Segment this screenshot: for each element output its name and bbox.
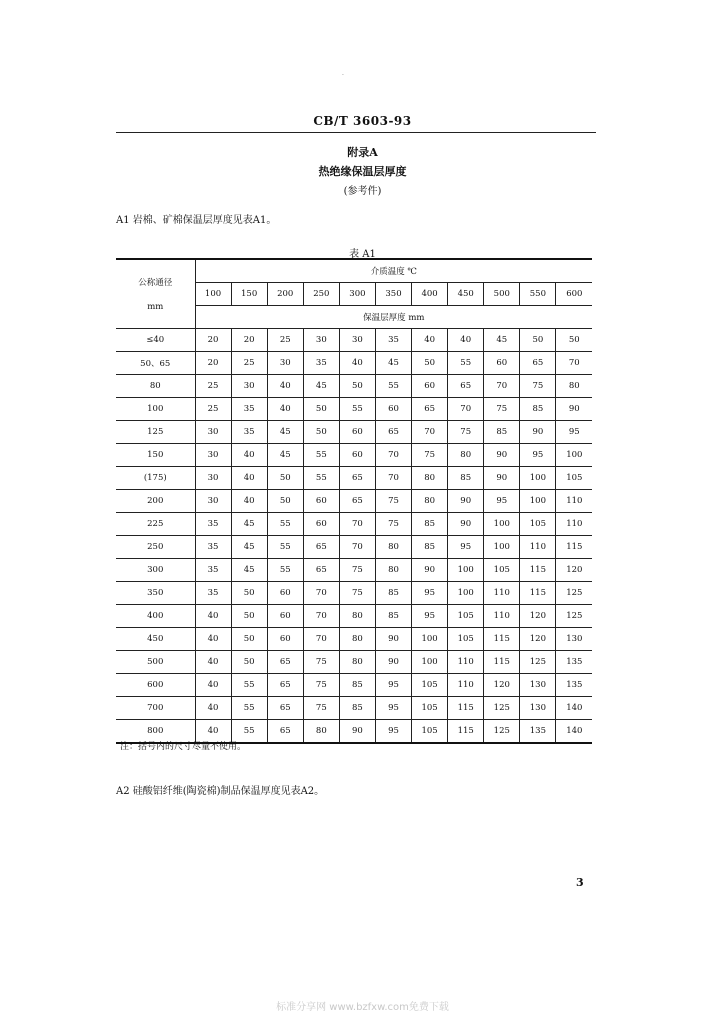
dn-cell: 350 bbox=[116, 582, 195, 605]
temperature-cell: 400 bbox=[412, 283, 448, 306]
temperature-header: 介质温度 ℃ bbox=[195, 259, 592, 283]
thickness-cell: 105 bbox=[448, 605, 484, 628]
thickness-cell: 55 bbox=[231, 720, 267, 744]
thickness-cell: 100 bbox=[484, 513, 520, 536]
thickness-cell: 115 bbox=[484, 628, 520, 651]
thickness-table bbox=[116, 258, 592, 744]
thickness-cell: 105 bbox=[520, 513, 556, 536]
thickness-cell: 65 bbox=[375, 421, 411, 444]
dn-cell: 250 bbox=[116, 536, 195, 559]
thickness-cell: 70 bbox=[339, 536, 375, 559]
thickness-cell: 80 bbox=[556, 375, 592, 398]
thickness-cell: 80 bbox=[375, 536, 411, 559]
table-row bbox=[116, 375, 592, 398]
thickness-cell: 50 bbox=[267, 490, 303, 513]
dn-cell: 700 bbox=[116, 697, 195, 720]
paragraph-a2: A2 硅酸铝纤维(陶瓷棉)制品保温厚度见表A2。 bbox=[116, 786, 325, 797]
thickness-cell: 65 bbox=[267, 720, 303, 744]
table-row bbox=[116, 513, 592, 536]
thickness-cell: 85 bbox=[484, 421, 520, 444]
dn-cell: 100 bbox=[116, 398, 195, 421]
thickness-cell: 85 bbox=[375, 582, 411, 605]
thickness-cell: 80 bbox=[339, 605, 375, 628]
thickness-cell: 45 bbox=[231, 536, 267, 559]
thickness-cell: 60 bbox=[303, 490, 339, 513]
thickness-cell: 125 bbox=[520, 651, 556, 674]
thickness-cell: 115 bbox=[448, 697, 484, 720]
thickness-cell: 110 bbox=[556, 490, 592, 513]
thickness-cell: 35 bbox=[195, 513, 231, 536]
thickness-cell: 45 bbox=[267, 421, 303, 444]
thickness-cell: 35 bbox=[375, 329, 411, 352]
watermark: 标准分享网 www.bzfxw.com免费下载 bbox=[276, 1002, 449, 1013]
thickness-cell: 75 bbox=[375, 513, 411, 536]
thickness-cell: 65 bbox=[267, 651, 303, 674]
thickness-cell: 50 bbox=[339, 375, 375, 398]
thickness-cell: 80 bbox=[375, 559, 411, 582]
thickness-cell: 95 bbox=[375, 720, 411, 744]
thickness-cell: 40 bbox=[195, 628, 231, 651]
thickness-cell: 40 bbox=[412, 329, 448, 352]
thickness-cell: 65 bbox=[448, 375, 484, 398]
thickness-cell: 55 bbox=[231, 697, 267, 720]
thickness-cell: 135 bbox=[556, 674, 592, 697]
table-header-row bbox=[116, 259, 592, 283]
table-row bbox=[116, 697, 592, 720]
thickness-cell: 55 bbox=[231, 674, 267, 697]
thickness-cell: 60 bbox=[339, 444, 375, 467]
appendix-subtitle: 热绝缘保温层厚度 bbox=[318, 165, 407, 178]
temperature-cell: 100 bbox=[195, 283, 231, 306]
thickness-cell: 35 bbox=[231, 398, 267, 421]
thickness-cell: 65 bbox=[267, 697, 303, 720]
thickness-cell: 100 bbox=[448, 582, 484, 605]
table-body bbox=[116, 329, 592, 744]
table-row bbox=[116, 467, 592, 490]
thickness-cell: 105 bbox=[484, 559, 520, 582]
thickness-cell: 75 bbox=[448, 421, 484, 444]
thickness-cell: 65 bbox=[520, 352, 556, 375]
thickness-cell: 85 bbox=[448, 467, 484, 490]
thickness-cell: 75 bbox=[520, 375, 556, 398]
thickness-cell: 60 bbox=[375, 398, 411, 421]
thickness-cell: 70 bbox=[303, 628, 339, 651]
thickness-cell: 85 bbox=[412, 513, 448, 536]
thickness-cell: 120 bbox=[520, 605, 556, 628]
header-rule bbox=[116, 132, 596, 133]
thickness-cell: 70 bbox=[484, 375, 520, 398]
thickness-cell: 100 bbox=[520, 467, 556, 490]
dn-cell: 800 bbox=[116, 720, 195, 744]
table-row bbox=[116, 352, 592, 375]
thickness-cell: 130 bbox=[520, 697, 556, 720]
thickness-cell: 60 bbox=[484, 352, 520, 375]
thickness-cell: 40 bbox=[231, 444, 267, 467]
thickness-cell: 40 bbox=[231, 467, 267, 490]
thickness-cell: 85 bbox=[375, 605, 411, 628]
thickness-cell: 30 bbox=[303, 329, 339, 352]
thickness-cell: 95 bbox=[448, 536, 484, 559]
thickness-cell: 95 bbox=[520, 444, 556, 467]
table-row bbox=[116, 559, 592, 582]
thickness-cell: 30 bbox=[195, 444, 231, 467]
dn-cell: 150 bbox=[116, 444, 195, 467]
thickness-cell: 70 bbox=[448, 398, 484, 421]
thickness-cell: 65 bbox=[267, 674, 303, 697]
thickness-cell: 45 bbox=[267, 444, 303, 467]
thickness-cell: 75 bbox=[484, 398, 520, 421]
thickness-cell: 55 bbox=[375, 375, 411, 398]
temperature-cell: 250 bbox=[303, 283, 339, 306]
temperature-cell: 300 bbox=[339, 283, 375, 306]
thickness-cell: 65 bbox=[339, 467, 375, 490]
thickness-cell: 90 bbox=[375, 651, 411, 674]
dn-cell: 200 bbox=[116, 490, 195, 513]
thickness-cell: 45 bbox=[484, 329, 520, 352]
thickness-cell: 60 bbox=[267, 628, 303, 651]
thickness-cell: 30 bbox=[231, 375, 267, 398]
thickness-cell: 100 bbox=[448, 559, 484, 582]
dn-cell: 500 bbox=[116, 651, 195, 674]
thickness-cell: 95 bbox=[412, 605, 448, 628]
thickness-cell: 60 bbox=[339, 421, 375, 444]
thickness-cell: 90 bbox=[448, 513, 484, 536]
scan-speck: · bbox=[342, 72, 344, 79]
thickness-cell: 40 bbox=[195, 720, 231, 744]
thickness-cell: 45 bbox=[303, 375, 339, 398]
thickness-cell: 65 bbox=[303, 559, 339, 582]
thickness-cell: 40 bbox=[195, 674, 231, 697]
thickness-cell: 115 bbox=[520, 559, 556, 582]
thickness-cell: 100 bbox=[484, 536, 520, 559]
thickness-cell: 70 bbox=[339, 513, 375, 536]
thickness-cell: 95 bbox=[375, 697, 411, 720]
dn-header-label: 公称通径 bbox=[138, 278, 173, 288]
thickness-cell: 40 bbox=[339, 352, 375, 375]
thickness-cell: 70 bbox=[303, 582, 339, 605]
dn-cell: 225 bbox=[116, 513, 195, 536]
thickness-cell: 125 bbox=[484, 720, 520, 744]
thickness-cell: 80 bbox=[303, 720, 339, 744]
thickness-cell: 130 bbox=[520, 674, 556, 697]
thickness-cell: 90 bbox=[520, 421, 556, 444]
thickness-cell: 115 bbox=[520, 582, 556, 605]
thickness-cell: 115 bbox=[556, 536, 592, 559]
thickness-cell: 105 bbox=[412, 674, 448, 697]
thickness-cell: 125 bbox=[556, 605, 592, 628]
thickness-cell: 45 bbox=[231, 513, 267, 536]
thickness-cell: 50 bbox=[303, 421, 339, 444]
thickness-cell: 50 bbox=[303, 398, 339, 421]
thickness-cell: 30 bbox=[195, 490, 231, 513]
thickness-cell: 100 bbox=[412, 651, 448, 674]
dn-cell: 600 bbox=[116, 674, 195, 697]
dn-unit-label: mm bbox=[147, 302, 164, 312]
thickness-cell: 50 bbox=[556, 329, 592, 352]
temperature-cell: 200 bbox=[267, 283, 303, 306]
thickness-cell: 140 bbox=[556, 697, 592, 720]
thickness-cell: 110 bbox=[556, 513, 592, 536]
thickness-cell: 70 bbox=[375, 467, 411, 490]
table-row bbox=[116, 605, 592, 628]
thickness-cell: 95 bbox=[484, 490, 520, 513]
dn-cell: 125 bbox=[116, 421, 195, 444]
thickness-cell: 100 bbox=[520, 490, 556, 513]
thickness-cell: 80 bbox=[412, 490, 448, 513]
thickness-cell: 40 bbox=[267, 375, 303, 398]
dn-cell: 80 bbox=[116, 375, 195, 398]
thickness-cell: 25 bbox=[267, 329, 303, 352]
thickness-cell: 50 bbox=[231, 628, 267, 651]
table-row bbox=[116, 582, 592, 605]
dn-cell: 300 bbox=[116, 559, 195, 582]
table-row bbox=[116, 651, 592, 674]
thickness-cell: 65 bbox=[339, 490, 375, 513]
thickness-cell: 140 bbox=[556, 720, 592, 744]
thickness-cell: 105 bbox=[412, 697, 448, 720]
thickness-cell: 20 bbox=[195, 329, 231, 352]
thickness-cell: 75 bbox=[412, 444, 448, 467]
dn-cell: ≤40 bbox=[116, 329, 195, 352]
thickness-cell: 50 bbox=[267, 467, 303, 490]
thickness-cell: 85 bbox=[520, 398, 556, 421]
thickness-cell: 35 bbox=[195, 536, 231, 559]
thickness-cell: 40 bbox=[195, 697, 231, 720]
thickness-cell: 45 bbox=[231, 559, 267, 582]
thickness-cell: 85 bbox=[339, 697, 375, 720]
thickness-cell: 95 bbox=[556, 421, 592, 444]
thickness-cell: 30 bbox=[195, 467, 231, 490]
thickness-cell: 105 bbox=[448, 628, 484, 651]
thickness-cell: 85 bbox=[412, 536, 448, 559]
thickness-cell: 110 bbox=[520, 536, 556, 559]
table-row bbox=[116, 674, 592, 697]
temperature-cell: 350 bbox=[375, 283, 411, 306]
thickness-cell: 130 bbox=[556, 628, 592, 651]
temperature-cell: 450 bbox=[448, 283, 484, 306]
thickness-cell: 90 bbox=[448, 490, 484, 513]
thickness-cell: 35 bbox=[195, 559, 231, 582]
paragraph-a1: A1 岩棉、矿棉保温层厚度见表A1。 bbox=[116, 215, 277, 226]
thickness-cell: 100 bbox=[412, 628, 448, 651]
thickness-cell: 90 bbox=[484, 467, 520, 490]
thickness-cell: 55 bbox=[303, 467, 339, 490]
thickness-cell: 90 bbox=[484, 444, 520, 467]
thickness-cell: 50 bbox=[231, 651, 267, 674]
thickness-cell: 30 bbox=[195, 421, 231, 444]
thickness-cell: 35 bbox=[303, 352, 339, 375]
thickness-cell: 110 bbox=[484, 605, 520, 628]
thickness-cell: 40 bbox=[195, 605, 231, 628]
temperature-cell: 550 bbox=[520, 283, 556, 306]
dn-cell: (175) bbox=[116, 467, 195, 490]
thickness-cell: 135 bbox=[556, 651, 592, 674]
table-row bbox=[116, 444, 592, 467]
thickness-cell: 95 bbox=[375, 674, 411, 697]
thickness-cell: 50 bbox=[231, 605, 267, 628]
thickness-cell: 65 bbox=[412, 398, 448, 421]
thickness-cell: 90 bbox=[556, 398, 592, 421]
thickness-cell: 80 bbox=[412, 467, 448, 490]
table-row bbox=[116, 536, 592, 559]
thickness-cell: 75 bbox=[339, 559, 375, 582]
table-row bbox=[116, 490, 592, 513]
table-row bbox=[116, 398, 592, 421]
thickness-cell: 120 bbox=[484, 674, 520, 697]
thickness-cell: 30 bbox=[339, 329, 375, 352]
dn-cell: 400 bbox=[116, 605, 195, 628]
thickness-cell: 70 bbox=[556, 352, 592, 375]
thickness-cell: 60 bbox=[303, 513, 339, 536]
appendix-title: 附录A bbox=[347, 146, 378, 159]
thickness-cell: 55 bbox=[267, 559, 303, 582]
thickness-cell: 110 bbox=[448, 674, 484, 697]
dn-cell: 50、65 bbox=[116, 352, 195, 375]
thickness-cell: 135 bbox=[520, 720, 556, 744]
thickness-cell: 110 bbox=[484, 582, 520, 605]
thickness-cell: 50 bbox=[412, 352, 448, 375]
table-row bbox=[116, 421, 592, 444]
thickness-cell: 70 bbox=[375, 444, 411, 467]
thickness-header: 保温层厚度 mm bbox=[195, 306, 592, 329]
table-caption: 表 A1 bbox=[349, 249, 376, 260]
thickness-cell: 105 bbox=[556, 467, 592, 490]
thickness-cell: 55 bbox=[303, 444, 339, 467]
thickness-cell: 20 bbox=[195, 352, 231, 375]
thickness-cell: 40 bbox=[448, 329, 484, 352]
thickness-cell: 105 bbox=[412, 720, 448, 744]
thickness-cell: 40 bbox=[267, 398, 303, 421]
table-row bbox=[116, 329, 592, 352]
temperature-cell: 500 bbox=[484, 283, 520, 306]
thickness-cell: 75 bbox=[303, 674, 339, 697]
thickness-cell: 80 bbox=[339, 628, 375, 651]
standard-code: CB/T 3603-93 bbox=[313, 114, 412, 128]
thickness-cell: 100 bbox=[556, 444, 592, 467]
thickness-cell: 70 bbox=[303, 605, 339, 628]
dn-header-cell bbox=[116, 259, 195, 329]
thickness-cell: 30 bbox=[267, 352, 303, 375]
thickness-cell: 90 bbox=[412, 559, 448, 582]
thickness-cell: 25 bbox=[195, 398, 231, 421]
thickness-cell: 90 bbox=[375, 628, 411, 651]
thickness-cell: 115 bbox=[448, 720, 484, 744]
table-note: 注：括号内的尺寸尽量不使用。 bbox=[120, 742, 247, 752]
appendix-note: (参考件) bbox=[343, 186, 382, 197]
thickness-cell: 115 bbox=[484, 651, 520, 674]
thickness-cell: 60 bbox=[412, 375, 448, 398]
thickness-cell: 55 bbox=[448, 352, 484, 375]
thickness-cell: 80 bbox=[448, 444, 484, 467]
thickness-cell: 25 bbox=[195, 375, 231, 398]
thickness-cell: 75 bbox=[303, 651, 339, 674]
thickness-cell: 75 bbox=[339, 582, 375, 605]
thickness-cell: 85 bbox=[339, 674, 375, 697]
thickness-cell: 50 bbox=[520, 329, 556, 352]
thickness-cell: 65 bbox=[303, 536, 339, 559]
thickness-cell: 35 bbox=[195, 582, 231, 605]
thickness-cell: 55 bbox=[339, 398, 375, 421]
thickness-cell: 75 bbox=[375, 490, 411, 513]
thickness-cell: 95 bbox=[412, 582, 448, 605]
thickness-cell: 90 bbox=[339, 720, 375, 744]
thickness-cell: 110 bbox=[448, 651, 484, 674]
table-row bbox=[116, 628, 592, 651]
thickness-cell: 25 bbox=[231, 352, 267, 375]
thickness-cell: 60 bbox=[267, 605, 303, 628]
thickness-cell: 120 bbox=[520, 628, 556, 651]
temperature-cell: 150 bbox=[231, 283, 267, 306]
dn-cell: 450 bbox=[116, 628, 195, 651]
thickness-cell: 55 bbox=[267, 513, 303, 536]
thickness-cell: 125 bbox=[556, 582, 592, 605]
thickness-cell: 125 bbox=[484, 697, 520, 720]
thickness-cell: 40 bbox=[231, 490, 267, 513]
thickness-cell: 45 bbox=[375, 352, 411, 375]
thickness-cell: 35 bbox=[231, 421, 267, 444]
thickness-cell: 60 bbox=[267, 582, 303, 605]
thickness-cell: 55 bbox=[267, 536, 303, 559]
thickness-cell: 70 bbox=[412, 421, 448, 444]
thickness-cell: 75 bbox=[303, 697, 339, 720]
page-number: 3 bbox=[576, 876, 584, 889]
thickness-cell: 80 bbox=[339, 651, 375, 674]
thickness-cell: 20 bbox=[231, 329, 267, 352]
thickness-cell: 120 bbox=[556, 559, 592, 582]
temperature-cell: 600 bbox=[556, 283, 592, 306]
thickness-cell: 50 bbox=[231, 582, 267, 605]
thickness-cell: 40 bbox=[195, 651, 231, 674]
